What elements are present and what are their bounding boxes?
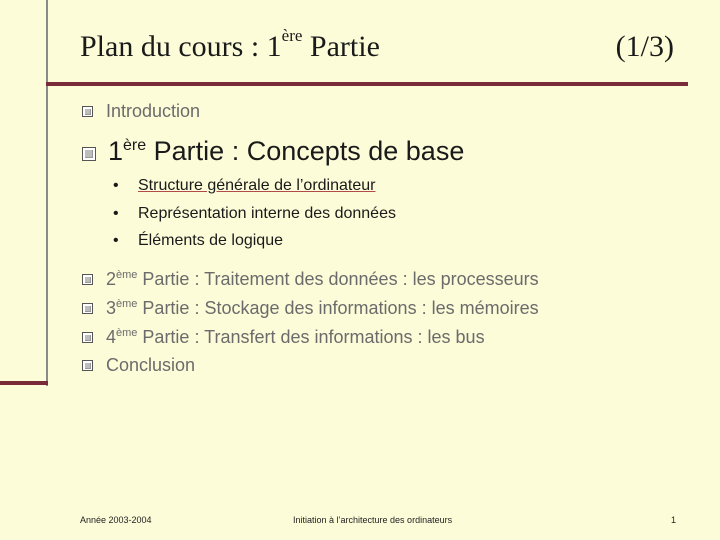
left-accent-bar (0, 381, 48, 385)
subitem-label: Structure générale de l’ordinateur (138, 177, 376, 194)
footer-course-title: Initiation à l’architecture des ordinateurs (293, 515, 453, 525)
outline-item-label: 3ème Partie : Stockage des informations : les mémoires (106, 298, 539, 318)
title-page-indicator: (1/3) (615, 30, 674, 63)
slide-title (80, 26, 680, 64)
outline-item-label: 1ère Partie : Concepts de base (108, 136, 465, 166)
title-superscript: ère (281, 26, 303, 45)
checkbox-bullet-icon (82, 332, 93, 343)
bullet-dot-icon: • (113, 232, 119, 249)
title-after: Partie (302, 30, 380, 63)
footer-slide-number: 1 (671, 515, 677, 525)
subitem-label: Éléments de logique (138, 232, 283, 249)
checkbox-bullet-icon (82, 147, 96, 161)
checkbox-bullet-icon (82, 106, 93, 117)
outline-item-label: 2ème Partie : Traitement des données : les processeurs (106, 269, 539, 289)
outline-item-label: Conclusion (106, 355, 196, 375)
title-underline-rule (46, 82, 688, 86)
bullet-dot-icon: • (113, 205, 119, 222)
bullet-dot-icon: • (113, 177, 119, 194)
left-vertical-rule (46, 0, 48, 386)
checkbox-bullet-icon (82, 274, 93, 285)
outline-item-label: 4ème Partie : Transfert des informations : les bus (106, 327, 485, 347)
checkbox-bullet-icon (82, 303, 93, 314)
subitem-label: Représentation interne des données (138, 205, 396, 222)
outline-item-label: Introduction (106, 101, 201, 121)
title-main: Plan du cours : 1 (80, 30, 282, 63)
checkbox-bullet-icon (82, 360, 93, 371)
footer-year: Année 2003-2004 (80, 515, 152, 525)
